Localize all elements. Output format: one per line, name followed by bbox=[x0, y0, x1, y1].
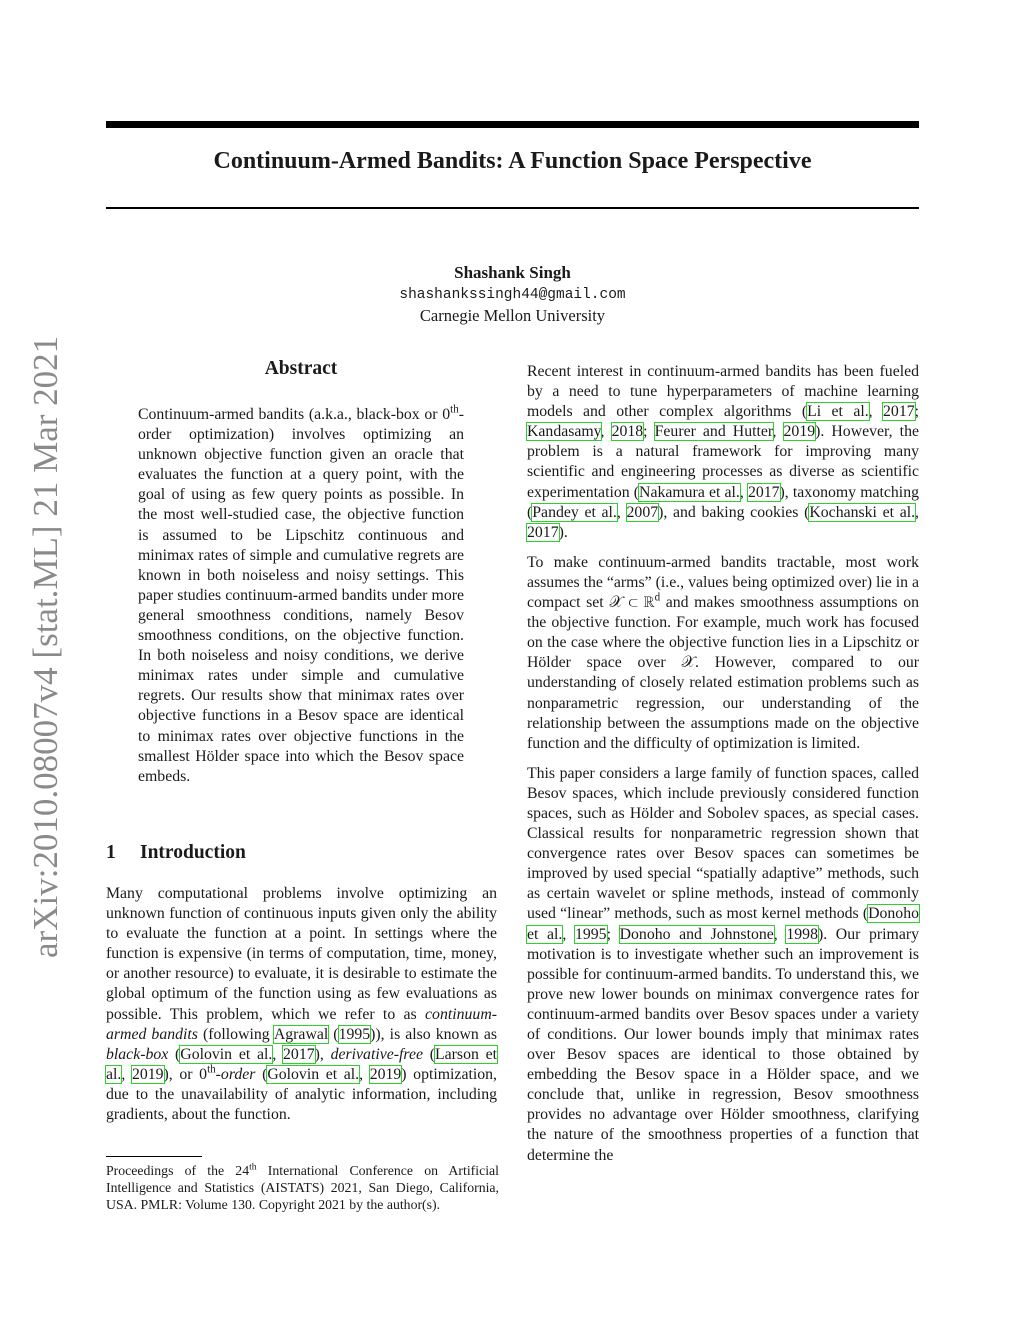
intro-text: ( bbox=[255, 1065, 268, 1083]
footnote-text: Proceedings of the 24 bbox=[106, 1163, 250, 1178]
right-column bbox=[527, 362, 919, 1176]
body-text: ; bbox=[606, 925, 620, 943]
section-title: Introduction bbox=[140, 842, 246, 863]
body-text: ). bbox=[558, 523, 568, 541]
body-text: ). Our primary motivation is to investigate whether such an improvement is possible for continuum-armed bandits. To understand this, we prove new lower bounds on minimax convergence rates for continuum-armed bandits over Besov spaces under a variety of conditions. Our lower bounds imply that minimax rates over Besov spaces are identical to those obtained by embedding the Besov space in a Hölder space, and we conclude that, unlike in regression, Besov smoothness provides no advantage over Hölder smoothness, clarifying the nature of the smoothness properties of a function that determine the bbox=[527, 925, 920, 1164]
author-email[interactable]: shashankssingh44@gmail.com bbox=[399, 287, 626, 303]
citation-link[interactable]: Golovin et al. bbox=[267, 1065, 360, 1083]
section-number: 1 bbox=[106, 842, 116, 863]
body-text: , bbox=[773, 925, 787, 943]
citation-link[interactable]: 1995 bbox=[338, 1025, 371, 1043]
body-text: and makes smoothness assumptions on the objective function. For example, much work has focused on the case where the objective function lies in a Lipschitz or Hölder space over 𝒳. However, compared to our understanding of closely related estimation problems such as nonparametric regression, our understanding of the relationship between the assumptions made on the objective function and the difficulty of optimization is limited. bbox=[527, 594, 919, 752]
intro-term-continuum-armed: continuum-armed bandits bbox=[106, 1005, 497, 1043]
body-text: , bbox=[772, 423, 784, 441]
abstract-superscript: th bbox=[450, 403, 459, 416]
citation-link[interactable]: Larson et al. bbox=[106, 1045, 498, 1083]
abstract-heading: Abstract bbox=[264, 358, 338, 379]
footnote-superscript: th bbox=[249, 1161, 257, 1173]
author-name: Shashank Singh bbox=[454, 263, 571, 282]
body-text: , bbox=[739, 483, 748, 501]
body-text: , bbox=[562, 925, 575, 943]
body-text: ), taxonomy matching ( bbox=[527, 483, 919, 521]
intro-term-derivative-free: derivative-free bbox=[330, 1045, 423, 1063]
citation-link[interactable]: 2017 bbox=[283, 1045, 315, 1063]
intro-text: ( bbox=[168, 1045, 181, 1063]
right-paragraph-1 bbox=[527, 362, 919, 543]
intro-text: Many computational problems involve optimizing an unknown function of continuous inputs given only the ability to evaluate the function at a point. In settings where the function is expensive (in terms of computation, time, money, or another resource) to evaluate, it is desirable to estimate the global optimum of the function using as few evaluations as possible. This problem, which we refer to as bbox=[106, 885, 497, 1023]
intro-text: )), is also known as bbox=[370, 1025, 497, 1043]
abstract-body bbox=[138, 405, 464, 787]
citation-link[interactable]: Golovin et al. bbox=[180, 1045, 273, 1063]
author-block bbox=[106, 262, 919, 326]
citation-link[interactable]: Agrawal bbox=[273, 1025, 329, 1043]
body-text: Recent interest in continuum-armed bandits has been fueled by a need to tune hyperparameters of machine learning models and other complex algorithms ( bbox=[527, 363, 919, 421]
footnote-text: International Conference on Artificial Intelligence and Statistics (AISTATS) 2021, San Diego, California, USA. PMLR: Volume 130. Copyright 2021 by the author(s). bbox=[106, 1163, 499, 1213]
arxiv-identifier[interactable]: arXiv:2010.08007v4 [stat.ML] 21 Mar 2021 bbox=[26, 335, 65, 958]
citation-link[interactable]: 2019 bbox=[131, 1065, 164, 1083]
footnote bbox=[106, 1162, 499, 1213]
body-text: ), and baking cookies ( bbox=[658, 503, 810, 521]
intro-text: ), bbox=[314, 1045, 331, 1063]
citation-link[interactable]: 2019 bbox=[369, 1065, 402, 1083]
right-paragraph-2 bbox=[527, 553, 919, 754]
intro-text: , bbox=[121, 1065, 132, 1083]
right-paragraph-3 bbox=[527, 764, 919, 1166]
body-text: , bbox=[868, 403, 884, 421]
citation-link[interactable]: Pandey et al. bbox=[532, 503, 617, 521]
citation-link[interactable]: 2017 bbox=[883, 403, 915, 421]
body-text: ; bbox=[914, 403, 919, 421]
intro-text: , bbox=[359, 1065, 370, 1083]
title-rule-top bbox=[106, 121, 919, 128]
intro-superscript: th bbox=[207, 1063, 216, 1076]
intro-term-black-box: black-box bbox=[106, 1045, 169, 1063]
body-text: , bbox=[915, 503, 919, 521]
math-superscript: d bbox=[654, 591, 661, 604]
citation-link[interactable]: 2019 bbox=[783, 423, 816, 441]
citation-link[interactable]: Feurer and Hutter bbox=[654, 423, 773, 441]
citation-link[interactable]: 2017 bbox=[527, 523, 559, 541]
citation-link[interactable]: Donoho and Johnstone bbox=[619, 925, 774, 943]
introduction-paragraph bbox=[106, 884, 497, 1125]
intro-text: ( bbox=[328, 1025, 339, 1043]
intro-text: , bbox=[272, 1045, 284, 1063]
abstract-text-b: -order optimization) involves optimizing an unknown objective function given an oracle that evaluates the function at a query point, with the goal of using as few query points as possible. In the most well-studied case, the objective function is assumed to be Lipschitz continuous and minimax rates of simple and cumulative regrets are known in both noiseless and noisy settings. This paper studies continuum-armed bandits under more general smoothness conditions, namely Besov smoothness conditions, on the objective function. In both noiseless and noisy conditions, we derive minimax rates under simple and cumulative regrets. Our results show that minimax rates over objective functions in a Besov space are identical to minimax rates over objective functions in the smallest Hölder space into which the Besov space embeds. bbox=[138, 406, 464, 785]
author-affiliation: Carnegie Mellon University bbox=[419, 306, 606, 325]
footnote-rule bbox=[106, 1156, 202, 1157]
citation-link[interactable]: 2017 bbox=[747, 483, 780, 501]
citation-link[interactable]: Kandasamy bbox=[527, 423, 601, 441]
intro-text: (following bbox=[197, 1025, 274, 1043]
citation-link[interactable]: Nakamura et al. bbox=[639, 483, 740, 501]
title-rule-bottom bbox=[106, 207, 919, 209]
citation-link[interactable]: 1998 bbox=[786, 925, 818, 943]
body-text: ; bbox=[643, 423, 655, 441]
citation-link[interactable]: Kochanski et al. bbox=[809, 503, 916, 521]
body-text: , bbox=[616, 503, 627, 521]
citation-link[interactable]: 2018 bbox=[611, 423, 644, 441]
citation-link[interactable]: Li et al. bbox=[807, 403, 869, 421]
body-text: To make continuum-armed bandits tractable, most work assumes the “arms” (i.e., values being optimized over) lie in a compact set 𝒳 ⊂ ℝ bbox=[527, 553, 919, 612]
citation-link[interactable]: 2007 bbox=[626, 503, 659, 521]
body-text: , bbox=[600, 423, 612, 441]
abstract-text-a: Continuum-armed bandits (a.k.a., black-box or 0 bbox=[138, 406, 451, 423]
body-text: This paper considers a large family of function spaces, called Besov spaces, which include previously considered function spaces, such as Hölder and Sobolev spaces, as special cases. Classical results for nonparametric regression shown that convergence rates over Besov spaces can sometimes be improved by used special “spatially adaptive” methods, such as certain wavelet or spline methods, instead of commonly used “linear” methods, such as most kernel methods ( bbox=[527, 764, 919, 923]
body-text: ). However, the problem is a natural framework for improving many scientific and engineering processes as diverse as scientific experimentation ( bbox=[527, 423, 919, 501]
intro-text: ( bbox=[422, 1045, 435, 1063]
citation-link[interactable]: Donoho et al. bbox=[527, 905, 919, 943]
intro-text: ) optimization, due to the unavailability of analytic information, including gradients, about the function. bbox=[106, 1065, 497, 1124]
section-heading-introduction bbox=[106, 842, 246, 864]
intro-term-order: -order bbox=[215, 1065, 256, 1083]
intro-text: ), or 0 bbox=[163, 1065, 208, 1083]
paper-title: Continuum-Armed Bandits: A Function Space Perspective bbox=[213, 148, 812, 174]
citation-link[interactable]: 1995 bbox=[574, 925, 607, 943]
